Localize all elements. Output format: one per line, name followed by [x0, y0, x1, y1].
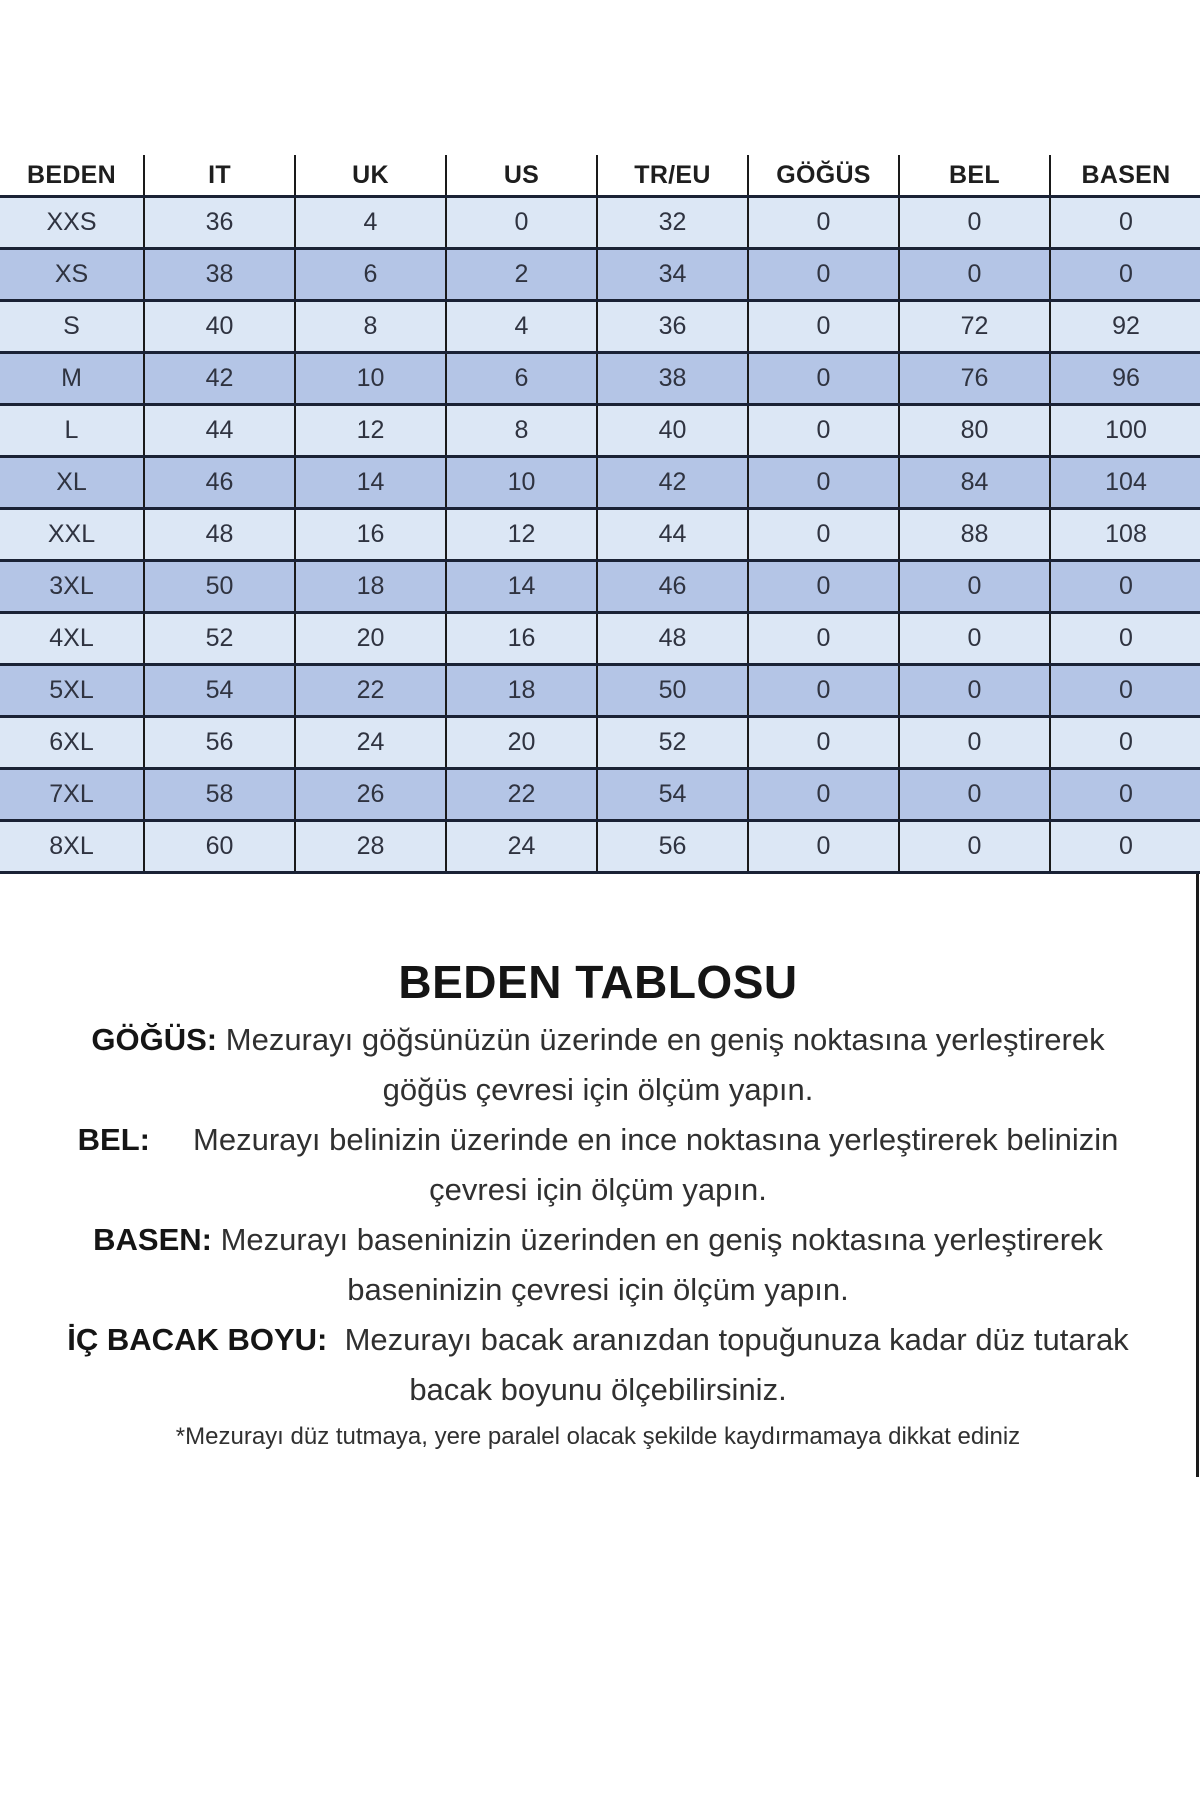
table-cell: 10 — [446, 457, 597, 509]
guide-item-continuation: göğüs çevresi için ölçüm yapın. — [382, 1072, 814, 1107]
table-cell: 0 — [748, 717, 899, 769]
table-cell: 104 — [1050, 457, 1200, 509]
guide-item-line — [0, 1115, 1196, 1165]
guide-note: *Mezurayı düz tutmaya, yere paralel olacak şekilde kaydırmamaya dikkat ediniz — [175, 1423, 1021, 1450]
table-cell: 0 — [748, 509, 899, 561]
table-cell: 56 — [597, 821, 748, 873]
table-cell: 20 — [295, 613, 446, 665]
table-cell: 0 — [899, 821, 1050, 873]
table-cell: 0 — [899, 769, 1050, 821]
size-label-cell: 8XL — [0, 821, 144, 873]
guide-item-continuation: çevresi için ölçüm yapın. — [429, 1172, 767, 1207]
table-cell: 18 — [446, 665, 597, 717]
column-header-it: IT — [144, 155, 295, 197]
table-cell: 12 — [295, 405, 446, 457]
table-row — [0, 301, 1200, 353]
table-row — [0, 769, 1200, 821]
size-label-cell: 7XL — [0, 769, 144, 821]
table-cell: 4 — [446, 301, 597, 353]
table-row — [0, 665, 1200, 717]
size-label-cell: M — [0, 353, 144, 405]
table-cell: 50 — [144, 561, 295, 613]
guide-item-term: BEL: — [77, 1122, 150, 1157]
guide-item-text: Mezurayı baseninizin üzerinden en geniş noktasına yerleştirerek — [211, 1222, 1103, 1257]
size-label-cell: XS — [0, 249, 144, 301]
table-cell: 0 — [1050, 665, 1200, 717]
table-cell: 76 — [899, 353, 1050, 405]
table-cell: 52 — [144, 613, 295, 665]
table-cell: 0 — [748, 457, 899, 509]
size-label-cell: S — [0, 301, 144, 353]
table-cell: 58 — [144, 769, 295, 821]
size-label-cell: 6XL — [0, 717, 144, 769]
table-row — [0, 509, 1200, 561]
table-cell: 14 — [295, 457, 446, 509]
table-cell: 42 — [144, 353, 295, 405]
table-row — [0, 561, 1200, 613]
size-label-cell: XL — [0, 457, 144, 509]
table-cell: 108 — [1050, 509, 1200, 561]
size-label-cell: 5XL — [0, 665, 144, 717]
size-guide — [0, 955, 1196, 1459]
table-cell: 46 — [597, 561, 748, 613]
size-label-cell: XXS — [0, 197, 144, 249]
table-cell: 8 — [295, 301, 446, 353]
table-cell: 26 — [295, 769, 446, 821]
table-cell: 0 — [899, 665, 1050, 717]
table-cell: 92 — [1050, 301, 1200, 353]
table-row — [0, 405, 1200, 457]
table-cell: 0 — [1050, 717, 1200, 769]
table-cell: 22 — [446, 769, 597, 821]
column-header-bel: BEL — [899, 155, 1050, 197]
table-body — [0, 197, 1200, 873]
table-cell: 48 — [144, 509, 295, 561]
guide-item-term: GÖĞÜS: — [91, 1022, 218, 1057]
table-cell: 44 — [144, 405, 295, 457]
guide-title: BEDEN TABLOSU — [398, 956, 798, 1008]
table-cell: 20 — [446, 717, 597, 769]
column-header-beden: BEDEN — [0, 155, 144, 197]
size-label-cell: XXL — [0, 509, 144, 561]
guide-item-text: Mezurayı belinizin üzerinde en ince noktasına yerleştirerek belinizin — [149, 1122, 1119, 1157]
table-cell: 0 — [899, 249, 1050, 301]
table-cell: 46 — [144, 457, 295, 509]
column-header-us: US — [446, 155, 597, 197]
table-cell: 54 — [597, 769, 748, 821]
table-cell: 0 — [748, 561, 899, 613]
table-cell: 6 — [295, 249, 446, 301]
column-header-uk: UK — [295, 155, 446, 197]
table-cell: 32 — [597, 197, 748, 249]
table-cell: 0 — [748, 249, 899, 301]
table-cell: 2 — [446, 249, 597, 301]
table-cell: 28 — [295, 821, 446, 873]
table-cell: 0 — [1050, 821, 1200, 873]
guide-item-line — [0, 1215, 1196, 1265]
table-cell: 40 — [144, 301, 295, 353]
table-row — [0, 249, 1200, 301]
table-cell: 100 — [1050, 405, 1200, 457]
table-row — [0, 717, 1200, 769]
table-cell: 54 — [144, 665, 295, 717]
table-cell: 38 — [597, 353, 748, 405]
table-cell: 56 — [144, 717, 295, 769]
table-cell: 0 — [1050, 197, 1200, 249]
table-cell: 16 — [446, 613, 597, 665]
table-cell: 0 — [899, 561, 1050, 613]
table-cell: 4 — [295, 197, 446, 249]
table-cell: 52 — [597, 717, 748, 769]
guide-item-text: Mezurayı göğsünüzün üzerinde en geniş noktasına yerleştirerek — [217, 1022, 1105, 1057]
guide-item-continuation: bacak boyunu ölçebilirsiniz. — [409, 1372, 787, 1407]
table-cell: 0 — [748, 301, 899, 353]
guide-item-text: Mezurayı bacak aranızdan topuğunuza kadar düz tutarak — [327, 1322, 1129, 1357]
table-row — [0, 353, 1200, 405]
table-cell: 0 — [748, 197, 899, 249]
size-label-cell: 3XL — [0, 561, 144, 613]
table-cell: 0 — [1050, 249, 1200, 301]
guide-item-continuation: baseninizin çevresi için ölçüm yapın. — [347, 1272, 849, 1307]
table-cell: 24 — [295, 717, 446, 769]
table-cell: 44 — [597, 509, 748, 561]
table-cell: 0 — [748, 405, 899, 457]
table-row — [0, 613, 1200, 665]
table-cell: 72 — [899, 301, 1050, 353]
column-header-basen: BASEN — [1050, 155, 1200, 197]
table-cell: 8 — [446, 405, 597, 457]
table-cell: 36 — [597, 301, 748, 353]
table-cell: 0 — [446, 197, 597, 249]
table-cell: 0 — [748, 821, 899, 873]
table-cell: 34 — [597, 249, 748, 301]
guide-item-term: İÇ BACAK BOYU: — [67, 1322, 328, 1357]
column-header-göğüs: GÖĞÜS — [748, 155, 899, 197]
table-cell: 0 — [1050, 769, 1200, 821]
table-cell: 24 — [446, 821, 597, 873]
column-header-tr-eu: TR/EU — [597, 155, 748, 197]
table-cell: 22 — [295, 665, 446, 717]
table-row — [0, 197, 1200, 249]
table-cell: 0 — [1050, 613, 1200, 665]
table-cell: 0 — [899, 717, 1050, 769]
table-cell: 0 — [748, 665, 899, 717]
table-cell: 88 — [899, 509, 1050, 561]
table-header-row — [0, 155, 1200, 197]
size-label-cell: 4XL — [0, 613, 144, 665]
table-cell: 40 — [597, 405, 748, 457]
table-cell: 38 — [144, 249, 295, 301]
table-cell: 50 — [597, 665, 748, 717]
size-label-cell: L — [0, 405, 144, 457]
table-cell: 0 — [1050, 561, 1200, 613]
guide-item-term: BASEN: — [93, 1222, 212, 1257]
table-cell: 0 — [748, 353, 899, 405]
table-cell: 0 — [899, 197, 1050, 249]
guide-item-line — [0, 1315, 1196, 1365]
table-cell: 14 — [446, 561, 597, 613]
guide-items — [0, 1015, 1196, 1415]
table-cell: 16 — [295, 509, 446, 561]
table-row — [0, 457, 1200, 509]
size-chart-table — [0, 155, 1200, 874]
guide-item-line — [0, 1015, 1196, 1065]
table-cell: 18 — [295, 561, 446, 613]
table-cell: 0 — [748, 769, 899, 821]
table-cell: 48 — [597, 613, 748, 665]
table-cell: 84 — [899, 457, 1050, 509]
table-cell: 6 — [446, 353, 597, 405]
table-row — [0, 821, 1200, 873]
table-cell: 60 — [144, 821, 295, 873]
table-cell: 0 — [748, 613, 899, 665]
table-cell: 10 — [295, 353, 446, 405]
table-cell: 80 — [899, 405, 1050, 457]
table-cell: 0 — [899, 613, 1050, 665]
table-cell: 36 — [144, 197, 295, 249]
table-cell: 12 — [446, 509, 597, 561]
table-cell: 96 — [1050, 353, 1200, 405]
table-cell: 42 — [597, 457, 748, 509]
